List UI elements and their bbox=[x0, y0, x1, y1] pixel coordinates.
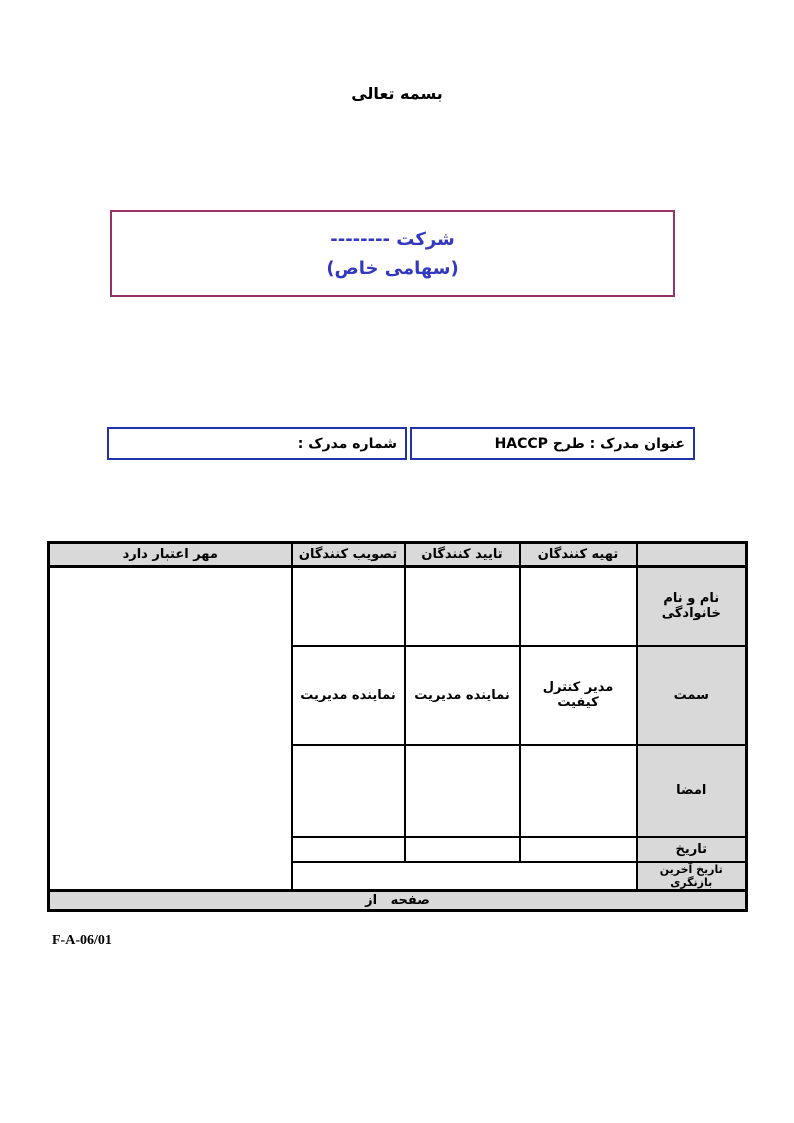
date-preparer-cell bbox=[520, 837, 637, 862]
signature-verifier-cell bbox=[405, 745, 520, 837]
date-verifier-cell bbox=[405, 837, 520, 862]
row-label-position: سمت bbox=[637, 646, 747, 745]
signature-preparer-cell bbox=[520, 745, 637, 837]
date-approver-cell bbox=[292, 837, 405, 862]
doc-title-box bbox=[410, 427, 695, 460]
doc-number-label: شماره مدرک : bbox=[297, 435, 397, 452]
bismillah-heading: بسمه تعالی bbox=[351, 84, 443, 103]
table-row-page bbox=[49, 890, 747, 910]
row-label-last-revision: تاریخ آخرین بازنگری bbox=[637, 862, 747, 891]
company-box bbox=[110, 210, 675, 297]
page-of-cell: صفحه از bbox=[49, 890, 747, 910]
form-code: F-A-06/01 bbox=[52, 933, 112, 948]
position-preparer-cell: مدیر کنترل کیفیت bbox=[520, 646, 637, 745]
approval-table bbox=[47, 541, 748, 912]
signature-approver-cell bbox=[292, 745, 405, 837]
row-label-date: تاریخ bbox=[637, 837, 747, 862]
last-revision-value-cell bbox=[292, 862, 637, 891]
company-type-line: (سهامی خاص) bbox=[326, 257, 459, 279]
row-label-name: نام و نام خانوادگی bbox=[637, 567, 747, 646]
position-verifier-cell: نماینده مدیریت bbox=[405, 646, 520, 745]
header-preparers: تهیه کنندگان bbox=[520, 543, 637, 567]
header-corner-cell bbox=[637, 543, 747, 567]
name-approver-cell bbox=[292, 567, 405, 646]
company-name-line: شرکت -------- bbox=[330, 228, 455, 250]
table-row-name bbox=[49, 567, 747, 646]
name-verifier-cell bbox=[405, 567, 520, 646]
table-header-row bbox=[49, 543, 747, 567]
header-verifiers: تایید کنندگان bbox=[405, 543, 520, 567]
header-approvers: تصویب کنندگان bbox=[292, 543, 405, 567]
row-label-signature: امضا bbox=[637, 745, 747, 837]
name-preparer-cell bbox=[520, 567, 637, 646]
stamp-area-cell bbox=[49, 567, 292, 891]
header-stamp-validity: مهر اعتبار دارد bbox=[49, 543, 292, 567]
doc-number-box bbox=[107, 427, 407, 460]
position-approver-cell: نماینده مدیریت bbox=[292, 646, 405, 745]
doc-title-label: عنوان مدرک : طرح HACCP bbox=[494, 435, 685, 452]
